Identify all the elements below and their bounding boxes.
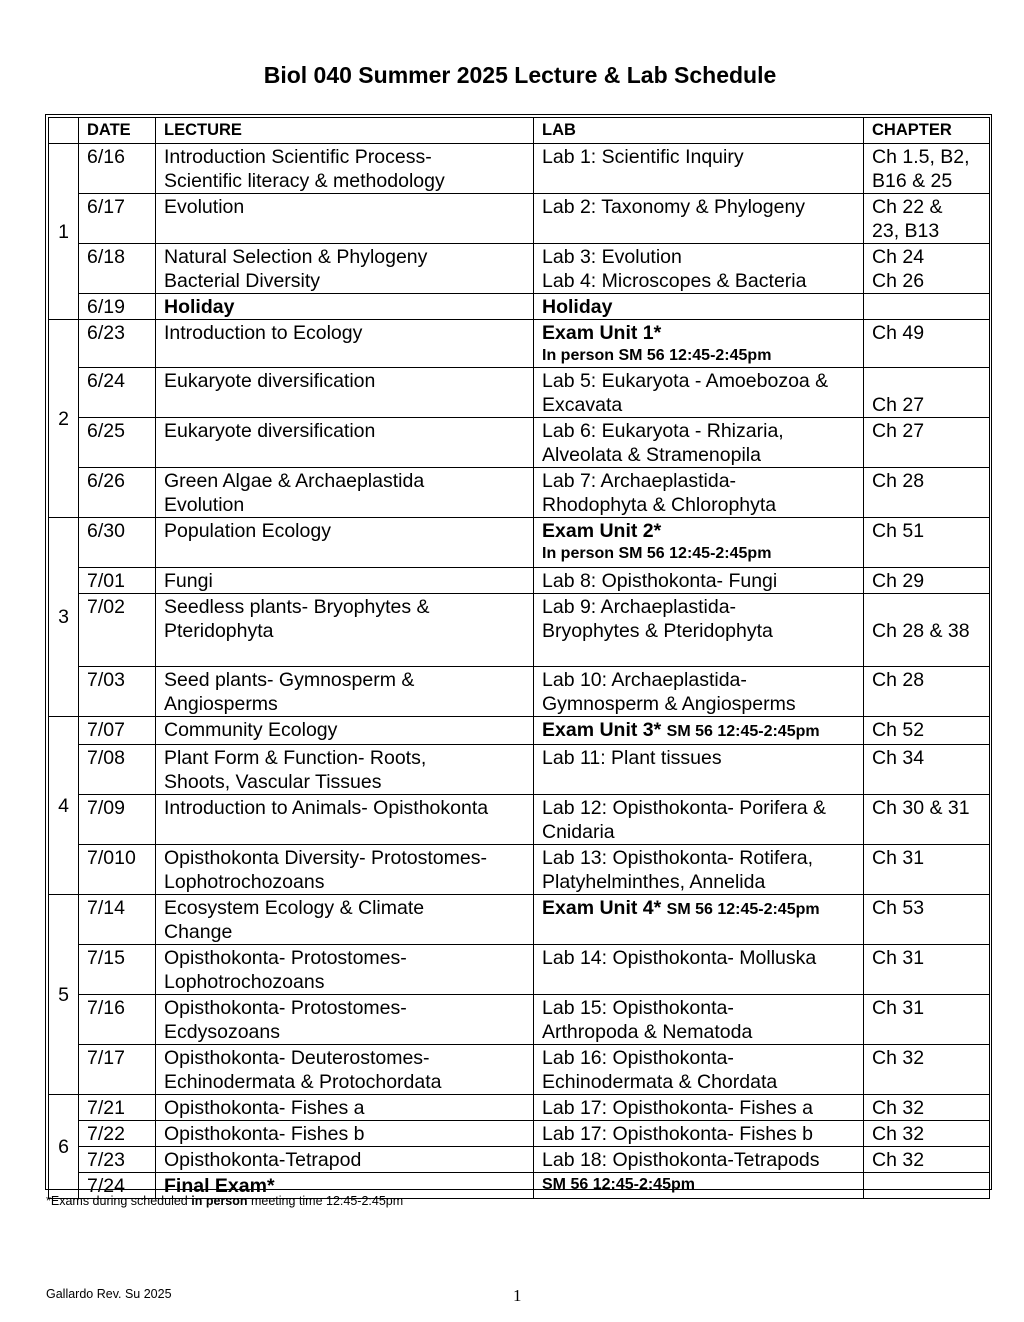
lab-cell: Lab 2: Taxonomy & Phylogeny [534, 194, 864, 244]
lecture-cell: Opisthokonta- Deuterostomes- Echinodermata & Protochordata [156, 1045, 534, 1095]
lab-cell: Lab 3: Evolution Lab 4: Microscopes & Bacteria [534, 244, 864, 294]
lecture-cell: Green Algae & Archaeplastida Evolution [156, 468, 534, 518]
lab-cell: Lab 6: Eukaryota - Rhizaria, Alveolata & Stramenopila [534, 418, 864, 468]
date-cell: 6/16 [79, 144, 156, 194]
table-row [49, 995, 990, 1045]
header-chapter: CHAPTER [864, 118, 990, 144]
chapter-cell: Ch 32 [864, 1045, 990, 1095]
chapter-cell: Ch 32 [864, 1095, 990, 1121]
table-row [49, 244, 990, 294]
chapter-cell: Ch 1.5, B2, B16 & 25 [864, 144, 990, 194]
lecture-cell: Introduction to Ecology [156, 320, 534, 368]
table-row [49, 895, 990, 945]
lecture-cell: Evolution [156, 194, 534, 244]
table-row [49, 594, 990, 667]
date-cell: 7/07 [79, 717, 156, 745]
lab-cell: Lab 1: Scientific Inquiry [534, 144, 864, 194]
chapter-cell [864, 1173, 990, 1199]
lab-cell: Lab 13: Opisthokonta- Rotifera, Platyhelminthes, Annelida [534, 845, 864, 895]
date-cell: 7/02 [79, 594, 156, 667]
lecture-cell: Opisthokonta- Fishes a [156, 1095, 534, 1121]
table-row [49, 518, 990, 568]
table-row [49, 1121, 990, 1147]
table-header-row [49, 118, 990, 144]
lecture-cell: Final Exam* [156, 1173, 534, 1199]
lab-cell: Lab 8: Opisthokonta- Fungi [534, 568, 864, 594]
lab-cell: Exam Unit 2* In person SM 56 12:45-2:45pm [534, 518, 864, 568]
chapter-cell: Ch 32 [864, 1147, 990, 1173]
header-date: DATE [79, 118, 156, 144]
date-cell: 7/16 [79, 995, 156, 1045]
date-cell: 6/19 [79, 294, 156, 320]
lecture-cell: Holiday [156, 294, 534, 320]
author-revision: Gallardo Rev. Su 2025 [46, 1287, 172, 1301]
lab-cell: Exam Unit 1* In person SM 56 12:45-2:45pm [534, 320, 864, 368]
week-number: 5 [49, 895, 79, 1095]
lab-cell: Exam Unit 4* SM 56 12:45-2:45pm [534, 895, 864, 945]
chapter-cell: Ch 27 [864, 368, 990, 418]
lab-cell: Lab 12: Opisthokonta- Porifera & Cnidaria [534, 795, 864, 845]
date-cell: 7/15 [79, 945, 156, 995]
lecture-cell: Seed plants- Gymnosperm & Angiosperms [156, 667, 534, 717]
lab-cell: SM 56 12:45-2:45pm [534, 1173, 864, 1199]
table-row [49, 845, 990, 895]
lab-cell: Lab 17: Opisthokonta- Fishes b [534, 1121, 864, 1147]
lecture-cell: Opisthokonta- Fishes b [156, 1121, 534, 1147]
page-number: 1 [513, 1286, 522, 1305]
week-number: 2 [49, 320, 79, 518]
date-cell: 6/25 [79, 418, 156, 468]
chapter-cell: Ch 22 & 23, B13 [864, 194, 990, 244]
table-row [49, 745, 990, 795]
chapter-cell: Ch 32 [864, 1121, 990, 1147]
lab-cell: Lab 14: Opisthokonta- Molluska [534, 945, 864, 995]
lecture-cell: Community Ecology [156, 717, 534, 745]
chapter-cell: Ch 52 [864, 717, 990, 745]
chapter-cell: Ch 31 [864, 945, 990, 995]
lecture-cell: Plant Form & Function- Roots, Shoots, Vascular Tissues [156, 745, 534, 795]
chapter-cell: Ch 24 Ch 26 [864, 244, 990, 294]
date-cell: 7/22 [79, 1121, 156, 1147]
lab-cell: Lab 5: Eukaryota - Amoebozoa & Excavata [534, 368, 864, 418]
lab-cell: Lab 9: Archaeplastida- Bryophytes & Pteridophyta [534, 594, 864, 667]
date-cell: 7/01 [79, 568, 156, 594]
lecture-cell: Opisthokonta-Tetrapod [156, 1147, 534, 1173]
header-week [49, 118, 79, 144]
table-row [49, 320, 990, 368]
table-row [49, 1095, 990, 1121]
table-row [49, 368, 990, 418]
lab-cell: Lab 15: Opisthokonta- Arthropoda & Nematoda [534, 995, 864, 1045]
table-row [49, 717, 990, 745]
schedule-table [48, 117, 990, 1199]
header-lecture: LECTURE [156, 118, 534, 144]
chapter-cell [864, 294, 990, 320]
date-cell: 7/14 [79, 895, 156, 945]
chapter-cell: Ch 28 & 38 [864, 594, 990, 667]
date-cell: 7/09 [79, 795, 156, 845]
date-cell: 6/17 [79, 194, 156, 244]
lecture-cell: Seedless plants- Bryophytes & Pteridophyta [156, 594, 534, 667]
chapter-cell: Ch 34 [864, 745, 990, 795]
table-row [49, 294, 990, 320]
table-row [49, 1045, 990, 1095]
chapter-cell: Ch 28 [864, 667, 990, 717]
lecture-cell: Opisthokonta Diversity- Protostomes- Lophotrochozoans [156, 845, 534, 895]
table-row [49, 795, 990, 845]
lab-cell: Lab 16: Opisthokonta- Echinodermata & Chordata [534, 1045, 864, 1095]
lecture-cell: Eukaryote diversification [156, 368, 534, 418]
footnote: *Exams during scheduled in person meeting time 12:45-2:45pm [46, 1194, 404, 1208]
lab-cell: Holiday [534, 294, 864, 320]
week-number: 3 [49, 518, 79, 717]
week-number: 6 [49, 1095, 79, 1199]
date-cell: 7/08 [79, 745, 156, 795]
lab-cell: Lab 11: Plant tissues [534, 745, 864, 795]
date-cell: 7/17 [79, 1045, 156, 1095]
date-cell: 7/03 [79, 667, 156, 717]
header-lab: LAB [534, 118, 864, 144]
week-number: 1 [49, 144, 79, 320]
table-row [49, 194, 990, 244]
table-row [49, 468, 990, 518]
lecture-cell: Introduction Scientific Process- Scientific literacy & methodology [156, 144, 534, 194]
chapter-cell: Ch 31 [864, 995, 990, 1045]
table-row [49, 418, 990, 468]
date-cell: 6/26 [79, 468, 156, 518]
date-cell: 6/24 [79, 368, 156, 418]
table-row [49, 568, 990, 594]
date-cell: 7/21 [79, 1095, 156, 1121]
chapter-cell: Ch 27 [864, 418, 990, 468]
chapter-cell: Ch 31 [864, 845, 990, 895]
table-row [49, 1147, 990, 1173]
chapter-cell: Ch 29 [864, 568, 990, 594]
date-cell: 6/18 [79, 244, 156, 294]
lab-cell: Lab 18: Opisthokonta-Tetrapods [534, 1147, 864, 1173]
lecture-cell: Ecosystem Ecology & Climate Change [156, 895, 534, 945]
table-row [49, 945, 990, 995]
date-cell: 7/24 [79, 1173, 156, 1199]
lecture-cell: Fungi [156, 568, 534, 594]
chapter-cell: Ch 30 & 31 [864, 795, 990, 845]
date-cell: 6/30 [79, 518, 156, 568]
lecture-cell: Natural Selection & Phylogeny Bacterial Diversity [156, 244, 534, 294]
lecture-cell: Eukaryote diversification [156, 418, 534, 468]
lecture-cell: Opisthokonta- Protostomes- Lophotrochozoans [156, 945, 534, 995]
lab-cell: Lab 17: Opisthokonta- Fishes a [534, 1095, 864, 1121]
week-number: 4 [49, 717, 79, 895]
chapter-cell: Ch 28 [864, 468, 990, 518]
lecture-cell: Introduction to Animals- Opisthokonta [156, 795, 534, 845]
date-cell: 7/23 [79, 1147, 156, 1173]
table-row [49, 667, 990, 717]
lecture-cell: Population Ecology [156, 518, 534, 568]
chapter-cell: Ch 49 [864, 320, 990, 368]
lecture-cell: Opisthokonta- Protostomes- Ecdysozoans [156, 995, 534, 1045]
table-row [49, 144, 990, 194]
lab-cell: Lab 10: Archaeplastida- Gymnosperm & Angiosperms [534, 667, 864, 717]
chapter-cell: Ch 51 [864, 518, 990, 568]
lab-cell: Exam Unit 3* SM 56 12:45-2:45pm [534, 717, 864, 745]
chapter-cell: Ch 53 [864, 895, 990, 945]
lab-cell: Lab 7: Archaeplastida- Rhodophyta & Chlorophyta [534, 468, 864, 518]
page-title: Biol 040 Summer 2025 Lecture & Lab Schedule [263, 62, 777, 88]
date-cell: 7/010 [79, 845, 156, 895]
date-cell: 6/23 [79, 320, 156, 368]
